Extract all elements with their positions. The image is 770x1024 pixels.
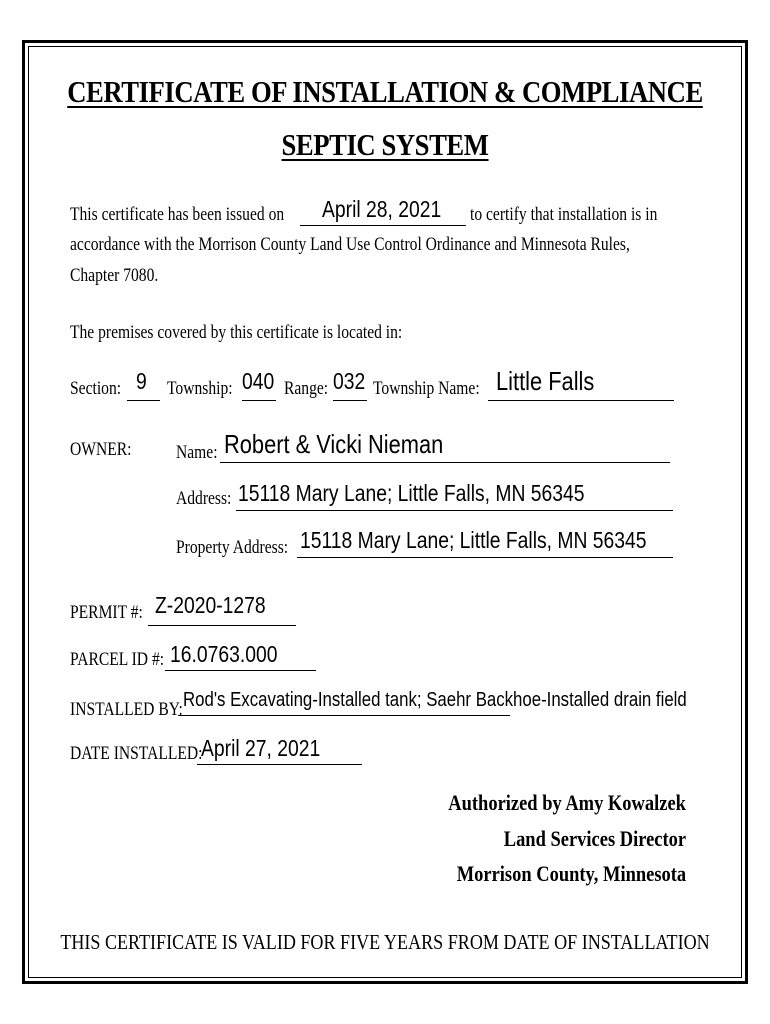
authorizer-county: Morrison County, Minnesota <box>456 861 686 886</box>
range-label: Range: <box>284 378 329 399</box>
address-label: Address: <box>176 488 232 509</box>
parcel-value: 16.0763.000 <box>170 641 278 667</box>
owner-name-value: Robert & Vicki Nieman <box>224 429 444 459</box>
authorized-by: Authorized by Amy Kowalzek <box>448 790 686 815</box>
parcel-label: PARCEL ID #: <box>70 649 165 670</box>
installed-by-label: INSTALLED BY: <box>70 699 183 720</box>
premises-label: The premises covered by this certificate is located in: <box>70 322 403 343</box>
installed-by-value: Rod's Excavating-Installed tank; Saehr Backhoe-Installed drain field <box>183 689 687 711</box>
township-label: Township: <box>167 378 233 399</box>
certificate-title: CERTIFICATE OF INSTALLATION & COMPLIANCE <box>67 74 703 109</box>
owner-label: OWNER: <box>70 439 132 460</box>
township-name-value: Little Falls <box>496 366 595 396</box>
authorizer-title: Land Services Director <box>503 826 686 851</box>
address-value: 15118 Mary Lane; Little Falls, MN 56345 <box>238 480 585 506</box>
date-issued-value: April 28, 2021 <box>322 196 442 222</box>
section-label: Section: <box>70 378 122 399</box>
intro-pre-text: This certificate has been issued on <box>70 204 285 225</box>
property-address-label: Property Address: <box>176 537 289 558</box>
date-installed-label: DATE INSTALLED: <box>70 743 203 764</box>
section-value: 9 <box>136 368 147 394</box>
range-value: 032 <box>333 368 366 394</box>
property-address-value: 15118 Mary Lane; Little Falls, MN 56345 <box>300 527 647 553</box>
township-name-label: Township Name: <box>373 378 480 399</box>
intro-line-2: accordance with the Morrison County Land Use Control Ordinance and Minnesota Rules, <box>70 234 630 255</box>
intro-post-text: to certify that installation is in <box>470 204 658 225</box>
permit-value: Z-2020-1278 <box>155 592 266 618</box>
validity-footer: THIS CERTIFICATE IS VALID FOR FIVE YEARS FROM DATE OF INSTALLATION <box>60 930 710 954</box>
permit-label: PERMIT #: <box>70 602 143 623</box>
intro-line-3: Chapter 7080. <box>70 265 159 286</box>
certificate-subtitle: SEPTIC SYSTEM <box>281 127 489 162</box>
township-value: 040 <box>242 368 275 394</box>
owner-name-label: Name: <box>176 442 218 463</box>
date-installed-value: April 27, 2021 <box>201 735 321 761</box>
